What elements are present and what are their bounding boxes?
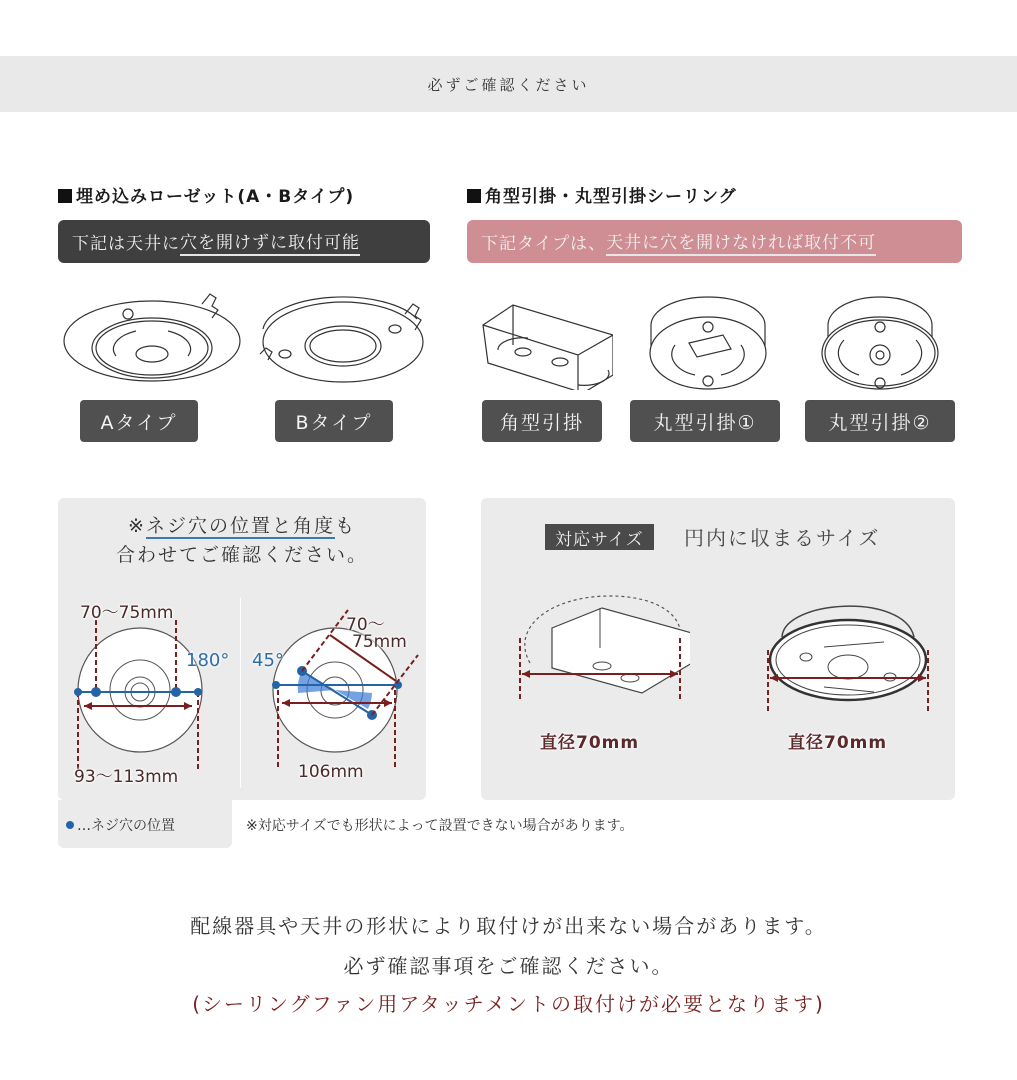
note-hole-required: 下記タイプは、 天井に穴を開けなければ取付不可 [467,220,962,263]
angle-180-label: 180° [186,650,230,671]
screw-panel-title-line2: 合わせてご確認ください。 [115,544,368,566]
round-hook-ceiling-1-illustration [645,285,770,395]
pitch-45-label-line1: 70〜 [346,615,385,635]
screw-panel-title-line1: ※ネジ穴の位置と角度も [128,515,356,537]
b-type-rosette-illustration [255,284,430,389]
screw-diagram-180 [60,620,235,770]
tag-square-hook: 角型引掛 [482,400,602,442]
tag-round-hook-1: 丸型引掛① [630,400,780,442]
screw-position-legend: …ネジ穴の位置 [66,815,175,835]
square-bullet-icon [467,189,481,203]
footer-line-3-attachment-note: (シーリングファン用アタッチメントの取付けが必要となります) [192,992,825,1016]
angle-45-label: 45° [252,650,284,671]
tag-round-hook-2: 丸型引掛② [805,400,955,442]
note-no-hole-required: 下記は天井に 穴を開けずに取付可能 [58,220,430,263]
span-180-label: 93〜113mm [74,767,179,787]
pitch-180-label: 70〜75mm [80,603,174,623]
round-hook-diameter-label: 直径70mm [788,733,888,753]
tag-a-type: Aタイプ [80,400,198,442]
section-title-embedded-rosette: 埋め込みローゼット(A・Bタイプ) [58,182,354,207]
compatible-size-badge: 対応サイズ [545,524,654,550]
square-hook-ceiling-illustration [478,290,613,390]
footer-line-2: 必ず確認事項をご確認ください。 [343,954,674,978]
tag-b-type: Bタイプ [275,400,393,442]
caution-note: ※対応サイズでも形状によって設置できない場合があります。 [246,818,634,834]
banner-title: 必ずご確認ください [427,75,590,94]
square-hook-diameter-label: 直径70mm [540,733,640,753]
section-title-ceiling-hook: 角型引掛・丸型引掛シーリング [467,182,737,207]
round-hook-ceiling-2-illustration [818,285,943,395]
square-bullet-icon [58,189,72,203]
square-hook-size-diagram [510,588,690,708]
confirm-banner [0,56,1017,112]
a-type-rosette-illustration [60,286,250,386]
panel-divider [240,598,241,788]
round-hook-size-diagram [764,582,939,717]
pitch-45-label-line2: 75mm [352,632,407,652]
compatible-size-description: 円内に収まるサイズ [684,526,881,550]
screw-diagram-45 [260,605,430,770]
footer-line-1: 配線器具や天井の形状により取付けが出来ない場合があります。 [190,914,827,938]
span-45-label: 106mm [298,762,364,782]
screw-hole-dot-icon [66,821,74,829]
